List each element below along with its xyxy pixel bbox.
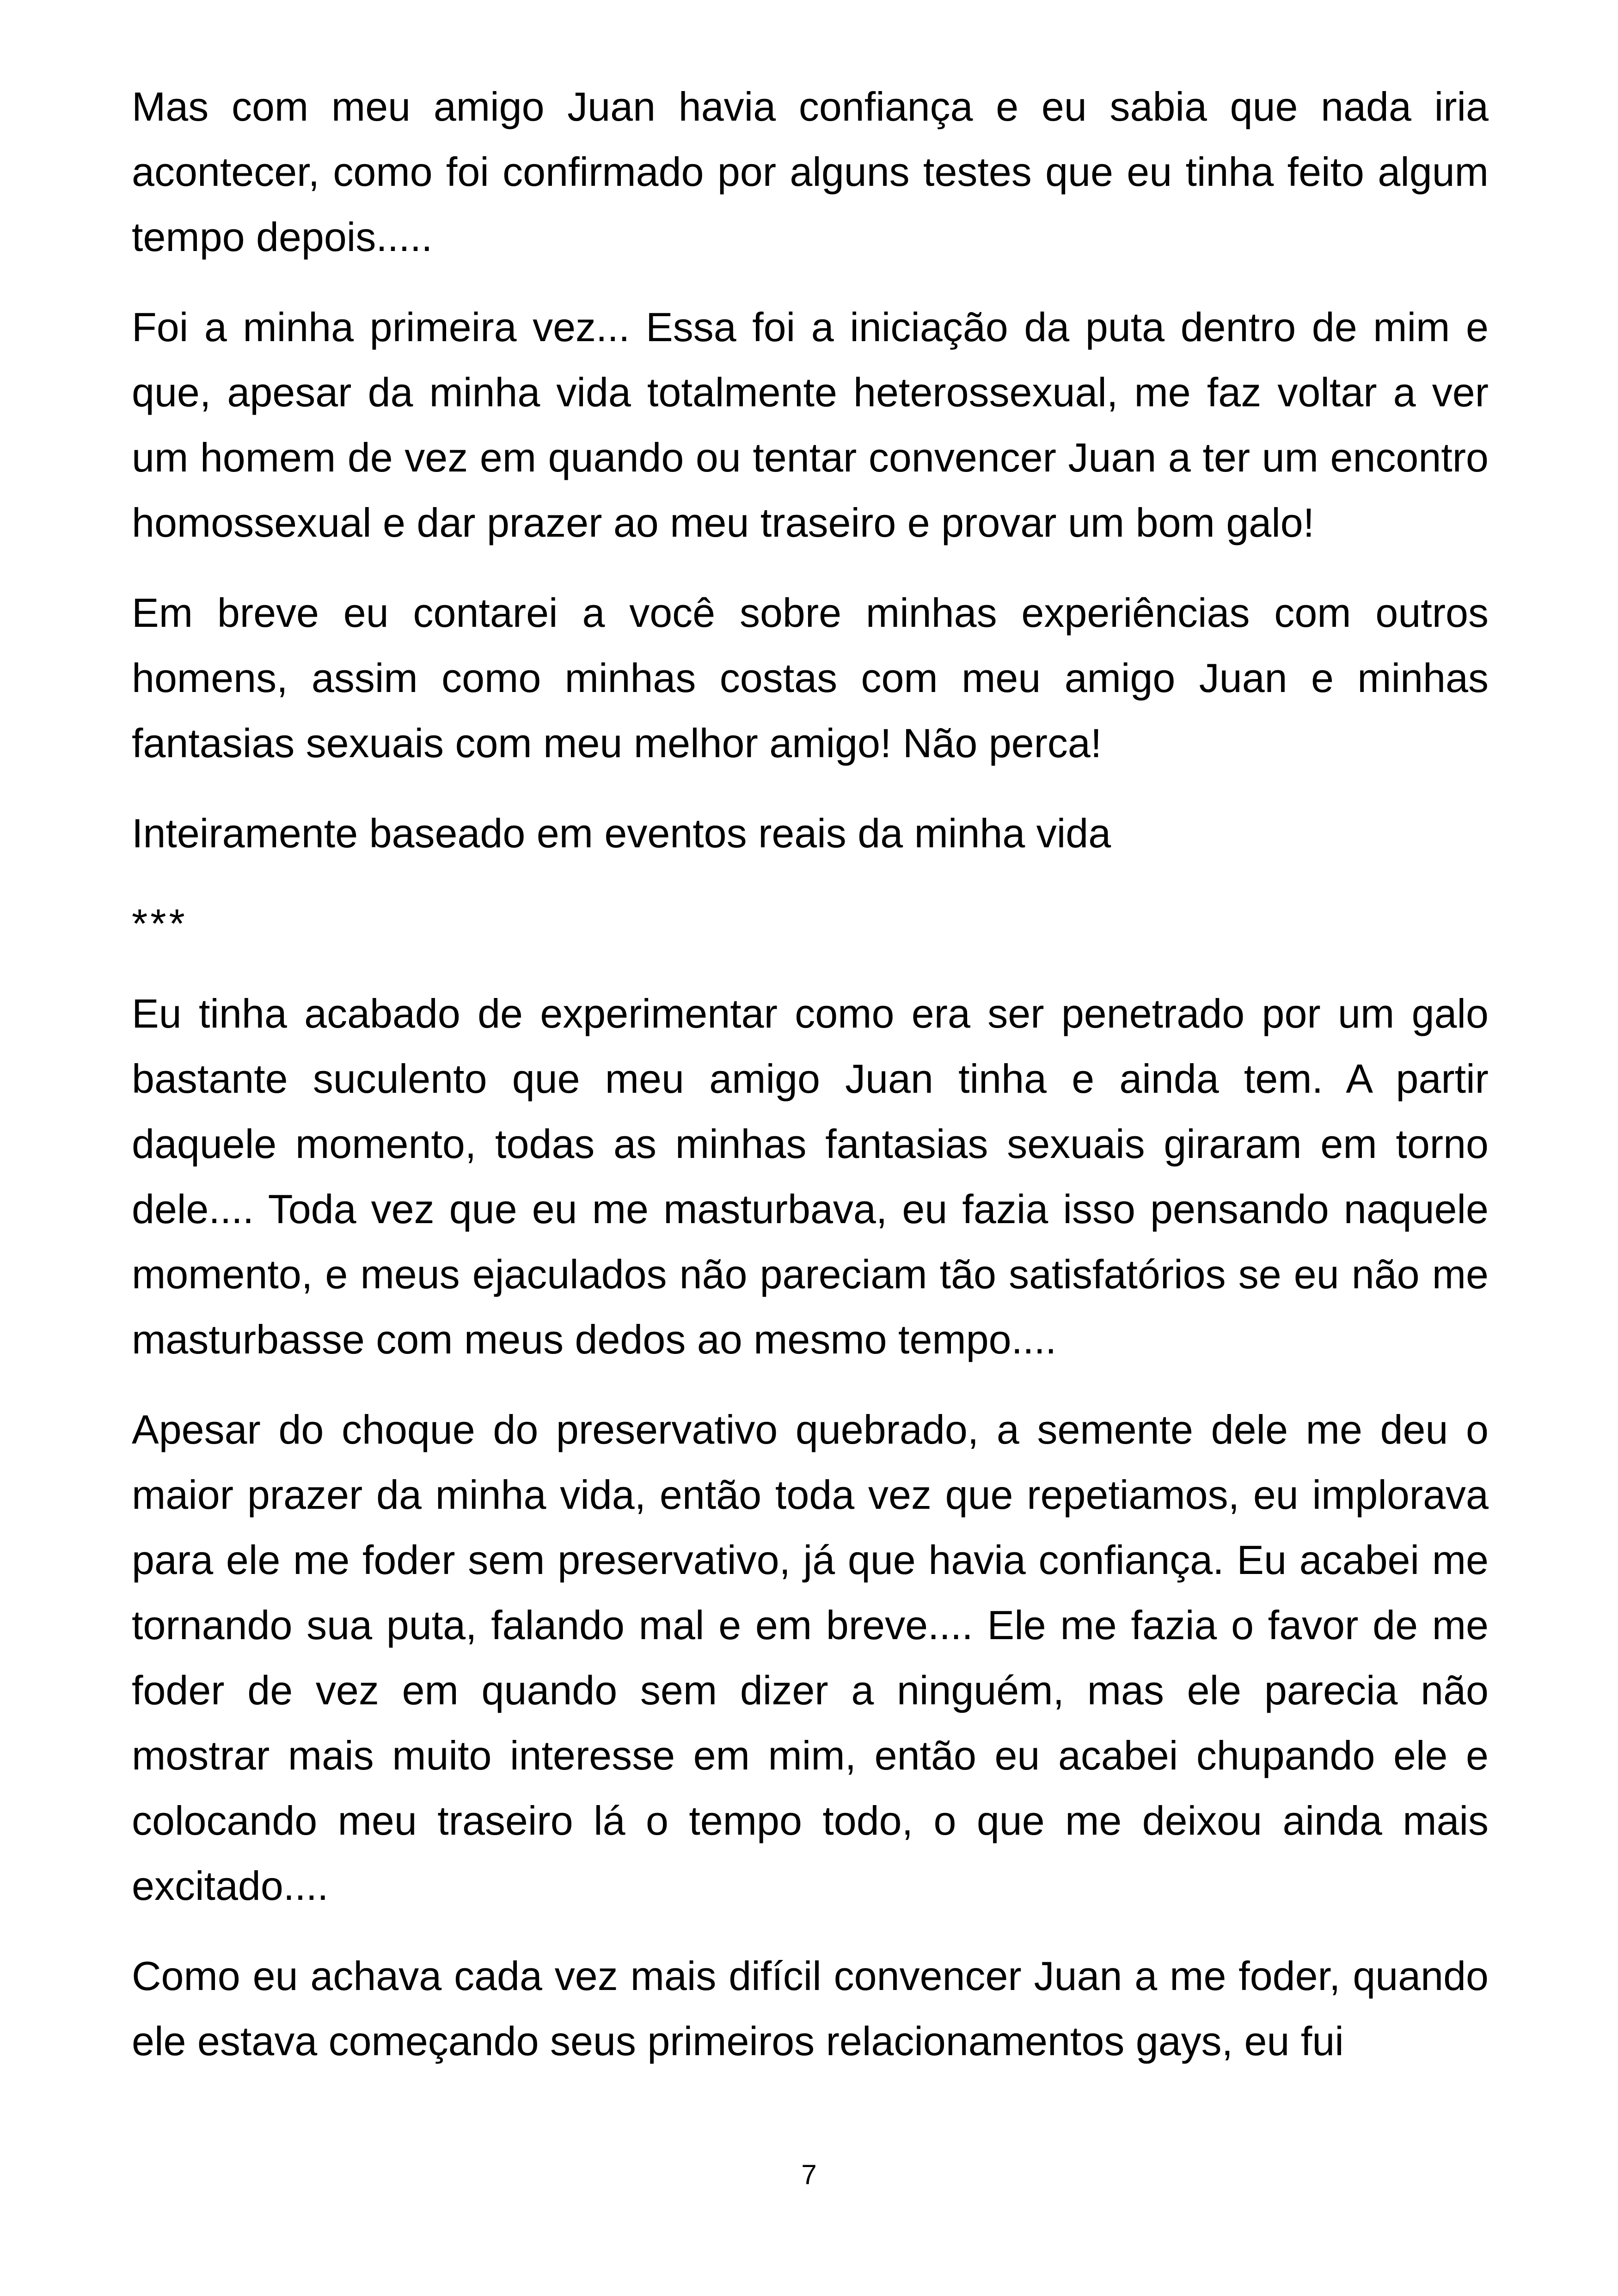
paragraph-4: Inteiramente baseado em eventos reais da minha vida bbox=[132, 810, 1111, 856]
paragraph-2: Foi a minha primeira vez... Essa foi a iniciação da puta dentro de mim e que, apesar da minha vida totalmente heterossexual, me faz voltar a ver um homem de vez em quando ou tentar convencer Juan a ter um encontro homossexual e dar prazer ao meu traseiro e provar um bom galo! bbox=[132, 304, 1489, 545]
section-separator: *** bbox=[132, 900, 188, 946]
page-body bbox=[132, 74, 1489, 2099]
paragraph-6: Apesar do choque do preservativo quebrado, a semente dele me deu o maior prazer da minha vida, então toda vez que repetiamos, eu implorava para ele me foder sem preservativo, já que havia confiança. Eu acabei me tornando sua puta, falando mal e em breve.... Ele me fazia o favor de me foder de vez em quando sem dizer a ninguém, mas ele parecia não mostrar mais muito interesse em mim, então eu acabei chupando ele e colocando meu traseiro lá o tempo todo, o que me deixou ainda mais excitado.... bbox=[132, 1407, 1489, 1909]
paragraph-3: Em breve eu contarei a você sobre minhas experiências com outros homens, assim como minhas costas com meu amigo Juan e minhas fantasias sexuais com meu melhor amigo! Não perca! bbox=[132, 590, 1489, 766]
paragraph-5: Eu tinha acabado de experimentar como era ser penetrado por um galo bastante suculento que meu amigo Juan tinha e ainda tem. A partir daquele momento, todas as minhas fantasias sexuais giraram em torno dele.... Toda vez que eu me masturbava, eu fazia isso pensando naquele momento, e meus ejaculados não pareciam tão satisfatórios se eu não me masturbasse com meus dedos ao mesmo tempo.... bbox=[132, 991, 1489, 1362]
page-number: 7 bbox=[801, 2159, 817, 2190]
paragraph-1: Mas com meu amigo Juan havia confiança e eu sabia que nada iria acontecer, como foi confirmado por alguns testes que eu tinha feito algum tempo depois..... bbox=[132, 84, 1489, 260]
paragraph-7: Como eu achava cada vez mais difícil convencer Juan a me foder, quando ele estava começando seus primeiros relacionamentos gays, eu fui bbox=[132, 1953, 1489, 2064]
